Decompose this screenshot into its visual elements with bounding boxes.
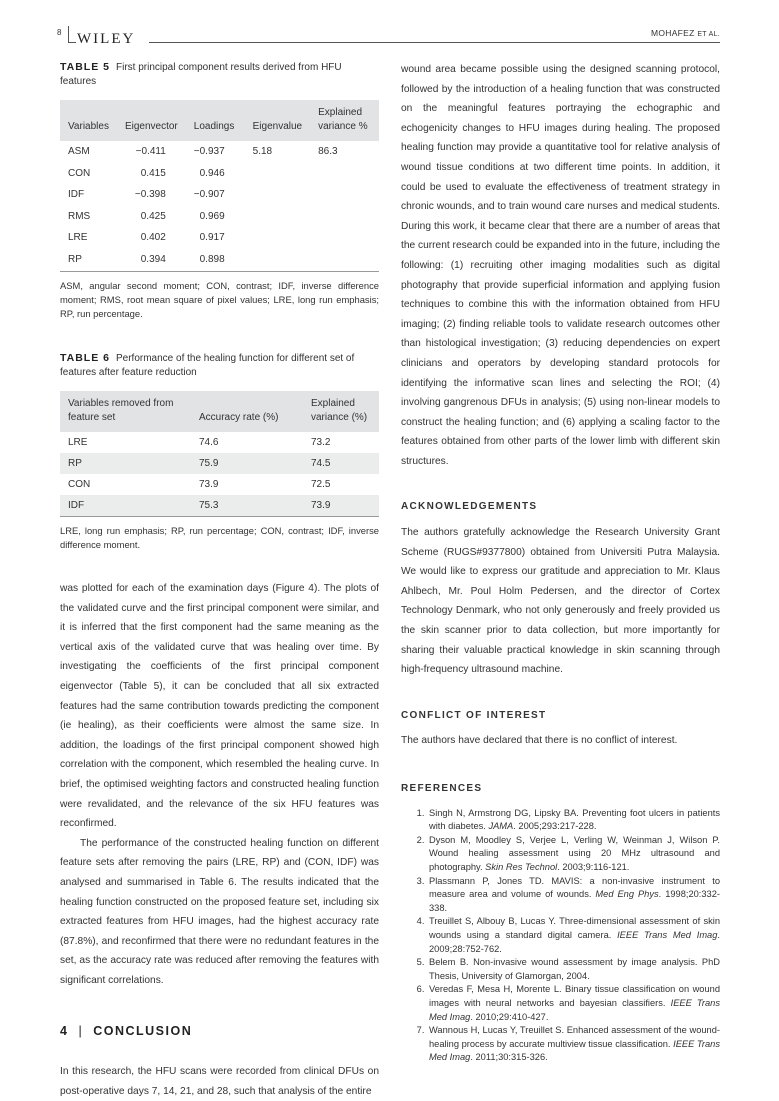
reference-item (427, 875, 720, 916)
cell-loading: −0.937 (193, 146, 225, 157)
table5-caption (60, 60, 379, 89)
cell-eigenvalue (245, 227, 310, 249)
reference-citation: . 2010;29:410-427. (470, 1011, 549, 1022)
reference-item (427, 1024, 720, 1065)
table-row (60, 227, 379, 249)
reference-text: Treuillet S, Albouy B, Lucas Y. Three-dimensional assessment of skin wounds using a standard digital camera. (429, 916, 720, 940)
cell-explained-variance (310, 227, 379, 249)
table5-col-loadings: Loadings (193, 121, 235, 132)
reference-journal: IEEE Trans Med Imag (617, 929, 718, 940)
cell-accuracy: 74.6 (199, 437, 219, 448)
reference-text: Veredas F, Mesa H, Morente L. Binary tissue classification on wound images with neural networks and bayesian classifiers. (429, 984, 720, 1008)
reference-item (427, 915, 720, 956)
cell-explained-variance (310, 184, 379, 206)
table5-header-row (60, 100, 379, 141)
cell-accuracy: 75.3 (199, 500, 219, 511)
table5-col-variables: Variables (68, 121, 109, 132)
table-row (60, 184, 379, 206)
table5-label: TABLE 5 (60, 61, 110, 73)
cell-explained-variance (310, 206, 379, 228)
table6-caption-text: Performance of the healing function for different set of features after feature reduction (60, 353, 355, 378)
cell-variable: RP (68, 253, 82, 265)
cell-variable: IDF (68, 189, 85, 200)
reference-journal: Med Eng Phys (595, 889, 659, 900)
table6 (60, 391, 379, 516)
table5-col-eigenvector: Eigenvector (124, 121, 178, 132)
table-row (60, 495, 379, 516)
cell-eigenvector: 0.415 (140, 167, 166, 179)
left-column (60, 60, 379, 1101)
table6-bottom-rule (60, 516, 379, 517)
reference-citation: . 1998;20:332-338. (429, 889, 720, 913)
running-head (651, 28, 720, 38)
cell-accuracy: 73.9 (199, 479, 219, 490)
table-row (60, 206, 379, 228)
cell-explained-variance (310, 163, 379, 185)
cell-eigenvector: 0.394 (140, 253, 166, 265)
cell-eigenvector: 0.425 (140, 210, 166, 222)
publisher-logo: WILEY (77, 31, 136, 47)
table5-caption-text: First principal component results derived from HFU features (60, 62, 342, 87)
table5 (60, 100, 379, 271)
reference-item (427, 983, 720, 1024)
cell-loading: 0.898 (199, 253, 225, 265)
cell-loading: 0.946 (199, 167, 225, 179)
reference-journal: Skin Res Technol (485, 861, 558, 872)
cell-eigenvalue (245, 249, 310, 272)
table-row (60, 432, 379, 453)
cell-variable: CON (68, 167, 91, 179)
section-number: 4 (60, 1024, 69, 1039)
running-head-suffix: ET AL. (697, 31, 720, 38)
cell-explained-variance: 74.5 (311, 458, 331, 469)
table-row (60, 249, 379, 272)
cell-accuracy: 75.9 (199, 458, 219, 469)
reference-text: Dyson M, Moodley S, Verjee L, Verling W, Weinman J, Wilson P. Wound healing assessment using 20 MHz ultrasound and photography. (429, 834, 720, 872)
cell-loading: 0.917 (199, 232, 225, 243)
reference-citation: . 2005;293:217-228. (513, 821, 597, 832)
cell-eigenvalue: 5.18 (252, 146, 273, 157)
reference-text: Belem B. Non-invasive wound assessment by image analysis. PhD Thesis, University of Glamorgan, 2004. (429, 957, 720, 981)
header-mark-vertical (68, 26, 69, 42)
reference-text: Singh N, Armstrong DG, Lipsky BA. Preventing foot ulcers in patients with diabetes. (429, 807, 720, 832)
table5-col-eigenvalue: Eigenvalue (252, 121, 303, 132)
reference-text: Wannous H, Lucas Y, Treuillet S. Enhanced assessment of the wound-healing process by accurate multiview tissue classification. (429, 1025, 720, 1049)
running-head-name: MOHAFEZ (650, 28, 695, 38)
table-row (60, 163, 379, 185)
cell-removed: CON (68, 479, 91, 490)
cell-loading: 0.969 (199, 210, 225, 222)
cell-loading: −0.907 (193, 189, 225, 200)
section-heading-conclusion (60, 1022, 379, 1042)
reference-journal: IEEE Trans Med Imag (429, 1038, 720, 1063)
table-row (60, 141, 379, 163)
section-divider: | (78, 1024, 84, 1039)
section-title: CONCLUSION (93, 1024, 193, 1039)
table6-header-row (60, 391, 379, 432)
conclusion-paragraph-continued: wound area became possible using the designed scanning protocol, followed by the introduction of a healing function that was constructed on the meaningful features portraying the echographic and echogenicity changes to HFU images during healing. The proposed healing function may provide a quantitative tool for relative analysis of wound tissue conditions at two different time points. In addition, it could be used to evaluate the effectiveness of treatment strategy in chronic wounds, and to train wound care nurses and medical students. During this work, it became clear that there are a number of areas that the current research could be expanded into in the future, including the following: (1) recruiting other imaging modalities such as digital photography that provide superficial information and applying fusion techniques to combine this with the information obtained from HFU imaging; (2) finding reliable tools to validate research outcomes other than histological investigation; (3) reducing dependencies on expert clinicians and operators by developing standard protocols for identifying the informative scan lines and selecting the ROI; (4) involving gangrenous DFUs in analysis; (5) using non-linear models to construct the healing function; and (6) applying a scaling factor to the features obtained from other parts of the lower limb with different skin structures. (401, 64, 720, 467)
table5-bottom-rule (60, 271, 379, 272)
right-column (401, 60, 720, 1065)
cell-explained-variance (310, 249, 379, 272)
table6-col-explained-variance: Explained variance (%) (311, 398, 368, 423)
cell-eigenvalue (245, 206, 310, 228)
cell-eigenvector: 0.402 (140, 232, 166, 243)
cell-explained-variance: 73.2 (311, 437, 331, 448)
body-paragraph: was plotted for each of the examination days (Figure 4). The plots of the validated curve and the first principal component were similar, and it is inferred that the first component had the same meaning as the vertical axis of the validated curve that was healing over time. By investigating the coefficients of the first principal component eigenvector (Table 5), it can be concluded that all six extracted features had the same contribution towards predicting the component (ie healing), as their coefficients were almost the same size. In addition, the loadings of the first principal component showed high correlation with the component, which resembled the healing curve. In brief, the optimised weighting factors and constructed healing function were revalidated, and the relevance of the six HFU features was reconfirmed. (60, 583, 379, 830)
references-heading: REFERENCES (401, 783, 483, 794)
acknowledgements-text: The authors gratefully acknowledge the Research University Grant Scheme (RUGS#9377800) obtained from Universiti Putra Malaysia. We would like to express our gratitude and appreciation to Mr. Klaus Ahlbech, Mr. Poul Holm Pedersen, and the director of Cortex Technology Denmark, who not only generously and freely provided us the skin scanner prior to data collection, but more importantly for sharing their valuable practical knowledge in skin scanning through high-frequency ultrasound machine. (401, 527, 720, 676)
reference-citation: . 2011;30:315-326. (470, 1052, 548, 1063)
reference-journal: JAMA (488, 821, 514, 832)
header-mark-horizontal (68, 42, 76, 43)
cell-removed: IDF (68, 500, 85, 511)
conclusion-paragraph-start: In this research, the HFU scans were recorded from clinical DFUs on post-operative days 7, 14, 21, and 28, such that analysis of the entire (60, 1066, 379, 1097)
table5-col-explained-variance: Explained variance % (318, 107, 368, 132)
reference-item (427, 807, 720, 834)
cell-explained-variance: 73.9 (311, 500, 331, 511)
cell-variable: ASM (68, 146, 90, 157)
header-rule (149, 42, 720, 43)
reference-item (427, 834, 720, 875)
table-row (60, 474, 379, 495)
reference-list (401, 807, 720, 1065)
table5-footnote: ASM, angular second moment; CON, contrast; IDF, inverse difference moment; RMS, root mean square of pixel values; LRE, long run emphasis; RP, run percentage. (60, 280, 379, 319)
table6-caption (60, 351, 379, 380)
reference-journal: IEEE Trans Med Imag (429, 997, 721, 1022)
acknowledgements-heading: ACKNOWLEDGEMENTS (401, 501, 538, 513)
cell-removed: RP (68, 458, 82, 469)
conflict-of-interest-text: The authors have declared that there is no conflict of interest. (401, 735, 678, 747)
cell-eigenvalue (245, 184, 310, 206)
cell-eigenvector: −0.411 (135, 146, 166, 157)
cell-explained-variance: 72.5 (311, 479, 331, 490)
body-paragraph: The performance of the constructed healing function on different feature sets after removing the pairs (LRE, RP) and (CON, IDF) was analysed and summarised in Table 6. The results indicated that the healing function constructed on the proposed feature set, including six extracted features from HFU images, had the highest accuracy rate (87.8%), and reconfirmed that there were no redundant features in the set, as the accuracy rate was reduced after removing the features with significant correlations. (60, 837, 379, 986)
table-row (60, 453, 379, 474)
table6-footnote: LRE, long run emphasis; RP, run percentage; CON, contrast; IDF, inverse difference moment. (60, 525, 379, 550)
table6-label: TABLE 6 (60, 352, 110, 364)
reference-citation: . 2009;28:752-762. (429, 929, 720, 954)
reference-item (427, 956, 720, 983)
page-header (57, 26, 720, 48)
reference-text: Plassmann P, Jones TD. MAVIS: a non-invasive instrument to measure area and volume of wounds. (429, 875, 720, 900)
table6-col-accuracy: Accuracy rate (%) (199, 412, 279, 423)
cell-eigenvector: −0.398 (134, 189, 166, 200)
cell-eigenvalue (245, 163, 310, 185)
conflict-of-interest-heading: CONFLICT OF INTEREST (401, 709, 547, 721)
cell-variable: RMS (68, 210, 91, 222)
cell-explained-variance: 86.3 (318, 146, 338, 157)
reference-citation: . 2003;9:116-121. (557, 861, 630, 872)
page-number: 8 (57, 28, 62, 37)
cell-removed: LRE (68, 437, 88, 448)
table6-col-removed: Variables removed from feature set (68, 398, 174, 423)
cell-variable: LRE (68, 232, 88, 243)
